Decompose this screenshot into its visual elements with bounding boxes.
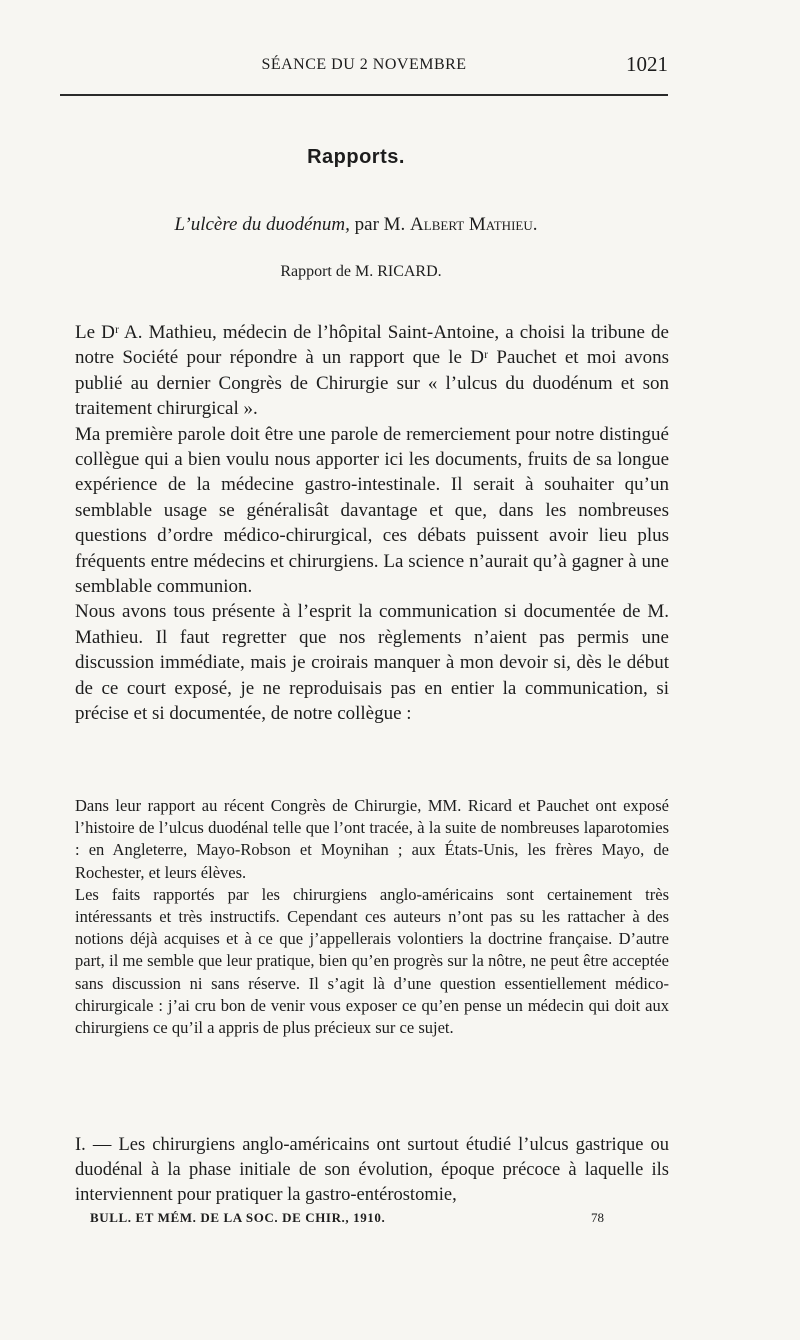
body-paragraph-3: Nous avons tous présente à l’esprit la communication si documentée de M. Mathieu. Il faut regretter que nos règlements n’aient pas permis une discussion immédiate, mais je croirais manquer à mon devoir si, dès le début de ce court exposé, je ne reproduisais pas en entier la communication, si précise et si documentée, de notre collègue : bbox=[75, 601, 669, 725]
running-head bbox=[60, 52, 668, 80]
quote-paragraph-2: Les faits rapportés par les chirurgiens anglo-américains sont certainement très intéressants et très instructifs. Cependant ces auteurs n’ont pas su les rattacher à des notions déjà acquises et à ce que j’appellerais volontiers la doctrine française. D’autre part, il me semble que leur pratique, bien qu’en progrès sur la nôtre, ne peut être acceptée sans discussion ni sans réserve. Il s’agit là d’une question essentiellement médico-chirurgicale : j’ai cru bon de venir vous exposer ce qu’en pense un médecin qui doit aux chirurgiens ce qu’il a appris de plus précieux sur ce sujet. bbox=[75, 884, 669, 1038]
article-title-italic: L’ulcère du duodénum, bbox=[174, 214, 350, 235]
article-title-by: par M. bbox=[349, 214, 411, 235]
footer-citation: BULL. ET MÉM. DE LA SOC. DE CHIR., 1910. bbox=[90, 1210, 386, 1225]
body-paragraph-2: Ma première parole doit être une parole de remerciement pour notre distingué collègue qui a bien voulu nous apporter ici les documents, fruits de sa longue expérience de la médecine gastro-intestinale. Il serait à souhaiter qu’un semblable usage se généralisât davantage et que, dans les nombreuses questions d’ordre médico-chirurgical, ces débats puissent avoir lieu plus fréquents entre médecins et chirurgiens. La science n’aurait qu’à gagner à une semblable communion. bbox=[75, 423, 669, 598]
article-author: Albert Mathieu. bbox=[410, 214, 538, 235]
page-footer bbox=[90, 1210, 680, 1230]
article-title bbox=[0, 214, 712, 236]
body-paragraph-1: Le Dʳ A. Mathieu, médecin de l’hôpital Saint-Antoine, a choisi la tribune de notre Société pour répondre à un rapport que le Dʳ Pauchet et moi avons publié au dernier Congrès de Chirurgie sur « l’ulcus du duodénum et son traitement chirurgical ». bbox=[75, 322, 669, 420]
section-one-text bbox=[75, 1133, 669, 1208]
report-by: Rapport de M. RICARD. bbox=[280, 263, 442, 280]
quoted-communication bbox=[75, 795, 669, 1039]
header-rule bbox=[60, 94, 668, 96]
quote-paragraph-1: Dans leur rapport au récent Congrès de Chirurgie, MM. Ricard et Pauchet ont exposé l’histoire de l’ulcus duodénal telle que l’ont tracée, à la suite de nombreuses laparotomies : en Angleterre, Mayo-Robson et Moynihan ; aux États-Unis, les frères Mayo, de Rochester, et leurs élèves. bbox=[75, 796, 669, 882]
body-text bbox=[75, 320, 669, 727]
footer-signature-number: 78 bbox=[591, 1210, 604, 1225]
section-one-paragraph: I. — Les chirurgiens anglo-américains ont surtout étudié l’ulcus gastrique ou duodénal à la phase initiale de son évolution, époque précoce à laquelle ils interviennent pour pratiquer la gastro-entérostomie, bbox=[75, 1135, 669, 1205]
page-number: 1021 bbox=[626, 52, 668, 76]
section-title: Rapports. bbox=[307, 146, 405, 168]
running-title: SÉANCE DU 2 NOVEMBRE bbox=[261, 56, 467, 73]
